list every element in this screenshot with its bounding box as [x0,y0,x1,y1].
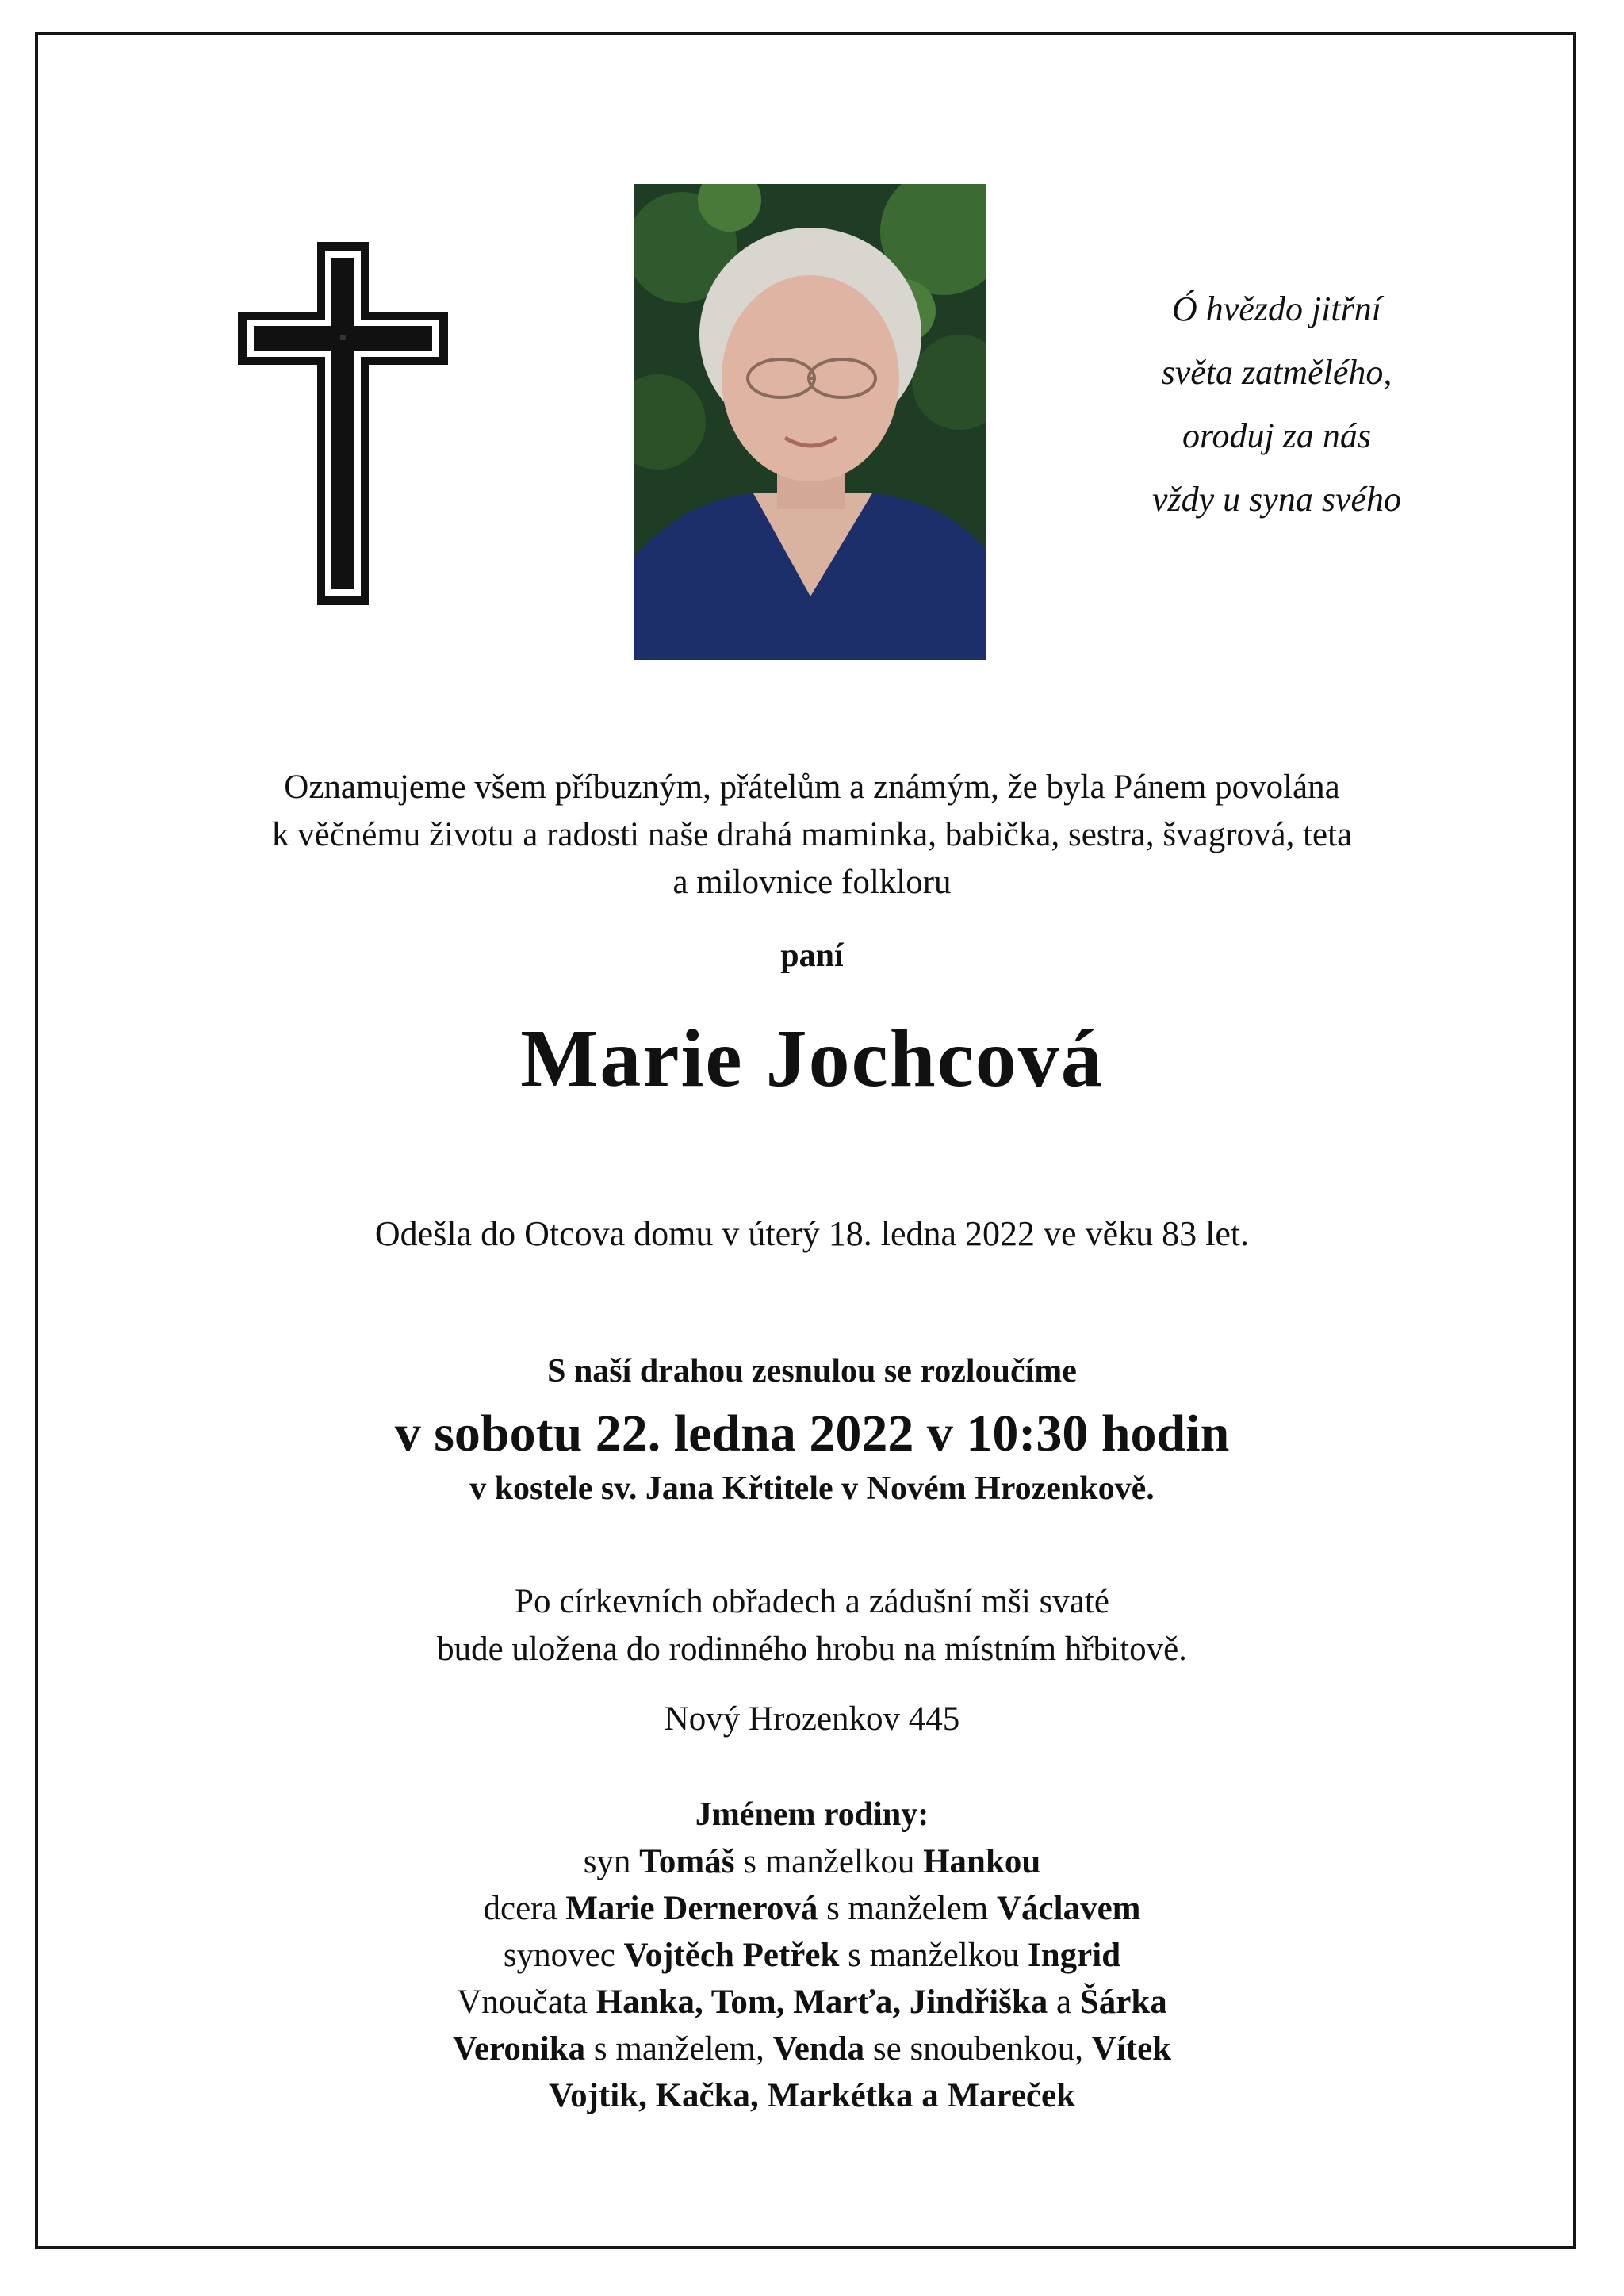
family-line [0,2026,1624,2072]
family-member-name: Hankou [923,1843,1041,1880]
poem-line: Ó hvězdo jitřní [1172,289,1381,328]
family-member-name: Šárka [1079,1984,1167,2021]
announcement-text [119,764,1505,907]
poem-line: vždy u syna svého [1151,480,1401,519]
relation-text: a [1048,1984,1080,2021]
announcement-line: a milovnice folkloru [672,864,952,901]
farewell-place: v kostele sv. Jana Křtitele v Novém Hrozenkově. [469,1470,1155,1507]
deceased-name: Marie Jochcová [520,1013,1104,1104]
poem-line: oroduj za nás [1182,416,1371,455]
death-notice: Odešla do Otcova domu v úterý 18. ledna 2022 ve věku 83 let. [374,1214,1250,1253]
family-line [0,1932,1624,1979]
cross-icon [238,242,448,605]
relation-text: s manželkou [839,1937,1028,1974]
relation-text: s manželkou [734,1843,924,1880]
family-member-name: Tomáš [639,1843,735,1880]
farewell-datetime: v sobotu 22. ledna 2022 v 10:30 hodin [394,1405,1230,1462]
family-address: Nový Hrozenkov 445 [664,1700,960,1738]
burial-line: bude uložena do rodinného hrobu na místním hřbitově. [437,1631,1187,1668]
family-line [0,1979,1624,2026]
relation-text: se snoubenkou, [864,2030,1092,2068]
family-line [0,2072,1624,2119]
family-member-name: Venda [772,2030,865,2068]
poem-line: světa zatmělého, [1161,353,1392,392]
title-word: paní [780,937,844,974]
family-member-name: Marie Dernerová [565,1890,818,1927]
relation-text: s manželem [818,1890,997,1927]
farewell-heading: S naší drahou zesnulou se rozloučíme [547,1353,1077,1389]
announcement-line: Oznamujeme všem příbuzným, přátelům a známým, že byla Pánem povolána [284,769,1340,806]
family-member-name: Veronika [452,2030,586,2068]
burial-line: Po církevních obřadech a zádušní mši svaté [515,1583,1109,1620]
family-member-name: Vojtik, Kačka, Markétka a Mareček [548,2077,1076,2114]
family-line [0,1838,1624,1885]
portrait-photo [634,184,986,660]
family-member-name: Václavem [997,1890,1141,1927]
family-member-name: Hanka, Tom, Marťa, Jindřiška [596,1984,1048,2021]
family-heading: Jménem rodiny: [695,1796,929,1833]
family-member-name: Vítek [1091,2030,1172,2068]
relation-text: s manželem, [585,2030,773,2068]
relation-text: Vnoučata [457,1984,596,2021]
relation-text: syn [583,1843,640,1880]
relation-text: dcera [483,1890,566,1927]
family-member-name: Vojtěch Petřek [623,1937,840,1974]
family-member-name: Ingrid [1028,1937,1121,1974]
family-list [0,1838,1624,2119]
family-line [0,1885,1624,1932]
burial-text [0,1578,1624,1673]
poem-verse [1110,278,1443,531]
announcement-line: k věčnému životu a radosti naše drahá maminka, babička, sestra, švagrová, teta [271,816,1353,853]
relation-text: synovec [503,1937,624,1974]
